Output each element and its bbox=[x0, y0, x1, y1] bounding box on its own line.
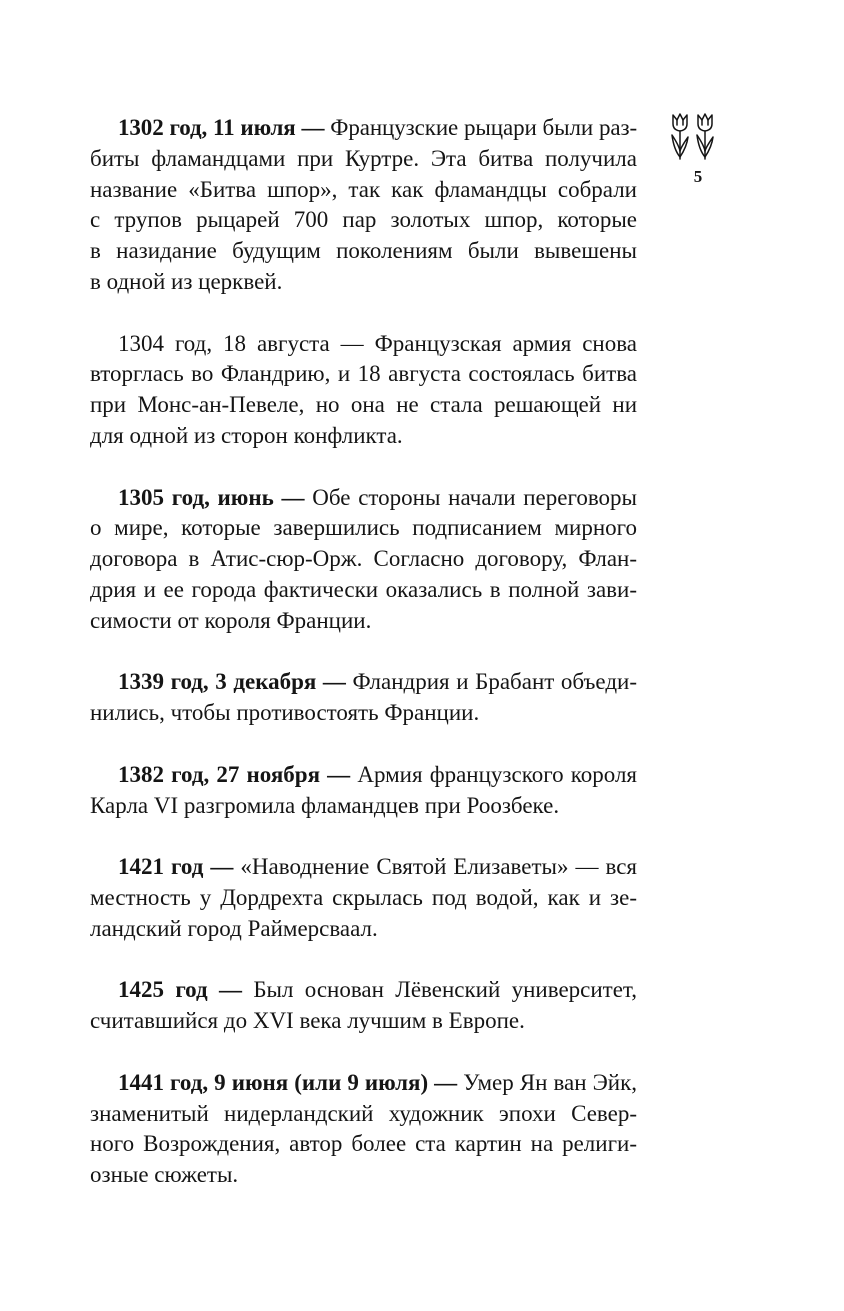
chronology-text bbox=[90, 113, 637, 1222]
chronology-entry bbox=[90, 760, 637, 822]
chronology-entry bbox=[90, 975, 637, 1037]
line-text: Умер Ян ван Эйк, bbox=[463, 1069, 638, 1095]
text-line bbox=[90, 883, 637, 914]
text-line bbox=[90, 852, 637, 883]
entry-date: 1304 год, 18 августа — bbox=[118, 330, 364, 356]
line-text: Французская армия снова bbox=[374, 330, 637, 356]
chronology-entry bbox=[90, 852, 637, 944]
text-line bbox=[90, 236, 637, 267]
text-line bbox=[90, 1099, 637, 1130]
text-line bbox=[90, 667, 637, 698]
text-line bbox=[90, 760, 637, 791]
text-line bbox=[90, 791, 637, 822]
chronology-entry bbox=[90, 329, 637, 452]
text-line bbox=[90, 144, 637, 175]
text-line bbox=[90, 175, 637, 206]
text-line bbox=[90, 513, 637, 544]
line-text: Армия французского короля bbox=[357, 761, 637, 787]
line-text: дрия и ее города фактически оказались в полной зави- bbox=[90, 576, 637, 602]
text-line bbox=[90, 329, 637, 360]
line-text: вторглась во Фландрию, и 18 августа состоялась битва bbox=[90, 361, 637, 387]
line-text: при Монс-ан-Певеле, но она не стала решающей ни bbox=[90, 392, 637, 418]
text-line bbox=[90, 390, 637, 421]
text-line bbox=[90, 1068, 637, 1099]
line-text: договора в Атис-сюр-Орж. Согласно договору, Флан- bbox=[90, 546, 637, 572]
line-text: ландский город Раймерсваал. bbox=[90, 915, 378, 941]
line-text: Карла VI разгромила фламандцев при Роозбеке. bbox=[90, 792, 560, 818]
tulip-right-icon bbox=[697, 114, 713, 159]
text-line bbox=[90, 975, 637, 1006]
text-line bbox=[90, 205, 637, 236]
tulips-icon bbox=[669, 113, 719, 161]
line-text: Фландрия и Брабант объеди- bbox=[352, 669, 638, 695]
line-text: ного Возрождения, автор более ста картин на религи- bbox=[90, 1131, 637, 1157]
text-line bbox=[90, 1006, 637, 1037]
text-line bbox=[90, 914, 637, 945]
line-text: о мире, которые завершились подписанием мирного bbox=[90, 515, 637, 541]
tulip-left-icon bbox=[672, 114, 688, 159]
text-line bbox=[90, 698, 637, 729]
line-text: с трупов рыцарей 700 пар золотых шпор, которые bbox=[90, 207, 637, 233]
entry-date: 1421 год — bbox=[118, 854, 234, 880]
line-text: биты фламандцами при Куртре. Эта битва получила bbox=[90, 145, 637, 171]
text-line bbox=[90, 359, 637, 390]
text-line bbox=[90, 267, 637, 298]
text-line bbox=[90, 1129, 637, 1160]
entry-date: 1425 год — bbox=[118, 977, 242, 1003]
text-line bbox=[90, 483, 637, 514]
line-text: Французские рыцари были раз- bbox=[330, 115, 638, 140]
chronology-entry bbox=[90, 667, 637, 729]
line-text: считавшийся до XVI века лучшим в Европе. bbox=[90, 1008, 525, 1034]
entry-date: 1382 год, 27 ноября — bbox=[118, 761, 351, 787]
line-text: название «Битва шпор», так как фламандцы собрали bbox=[90, 176, 637, 202]
text-line bbox=[90, 606, 637, 637]
line-text: местность у Дордрехта скрылась под водой, как и зе- bbox=[90, 884, 637, 910]
line-text: в одной из церквей. bbox=[90, 268, 283, 294]
chronology-entry bbox=[90, 113, 637, 298]
text-line bbox=[90, 1160, 637, 1191]
line-text: в назидание будущим поколениям были вывешены bbox=[90, 238, 637, 264]
text-line bbox=[90, 421, 637, 452]
entry-date: 1441 год, 9 июня (или 9 июля) — bbox=[118, 1069, 458, 1095]
line-text: Был основан Лёвенский университет, bbox=[253, 977, 638, 1003]
entry-date: 1305 год, июнь — bbox=[118, 484, 305, 510]
line-text: симости от короля Франции. bbox=[90, 607, 372, 633]
text-line bbox=[90, 113, 637, 144]
chronology-entry bbox=[90, 1068, 637, 1191]
line-text: Обе стороны начали переговоры bbox=[312, 484, 637, 510]
text-line bbox=[90, 575, 637, 606]
line-text: для одной из сторон конфликта. bbox=[90, 422, 403, 448]
text-line bbox=[90, 544, 637, 575]
line-text: нились, чтобы противостоять Франции. bbox=[90, 700, 480, 726]
entry-date: 1339 год, 3 декабря — bbox=[118, 669, 346, 695]
line-text: знаменитый нидерландский художник эпохи Север- bbox=[90, 1100, 637, 1126]
page-number: 5 bbox=[693, 167, 703, 186]
entry-date: 1302 год, 11 июля — bbox=[118, 115, 325, 140]
chronology-entry bbox=[90, 483, 637, 637]
line-text: «Наводнение Святой Елизаветы» — вся bbox=[240, 854, 638, 880]
line-text: озные сюжеты. bbox=[90, 1162, 239, 1188]
